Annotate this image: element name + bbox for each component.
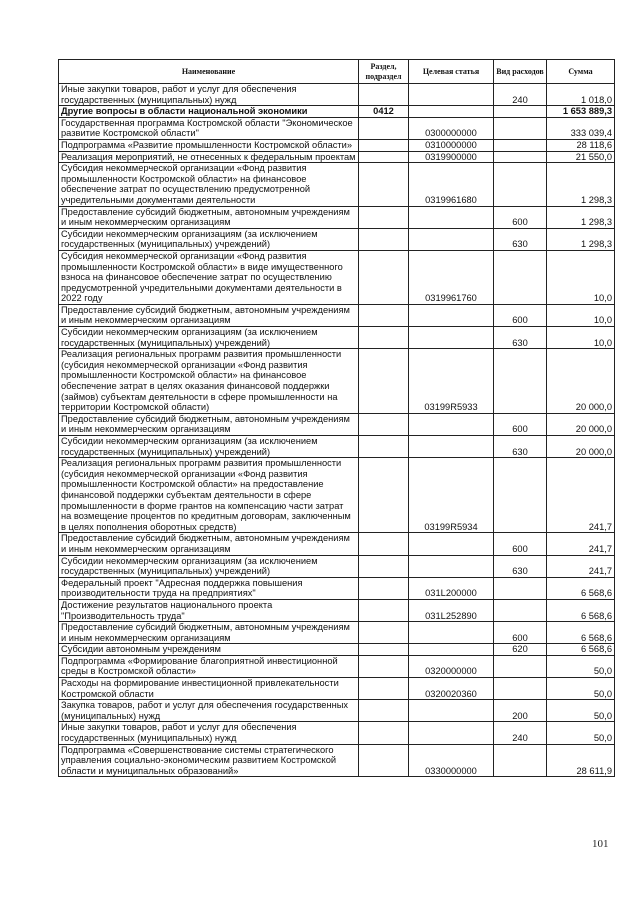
cell-sum: 1 298,3 [547, 228, 615, 250]
table-row [59, 722, 615, 744]
cell-section [359, 117, 409, 139]
cell-name: Субсидии автономным учреждениям [59, 644, 359, 656]
cell-section [359, 250, 409, 304]
table-row [59, 106, 615, 118]
cell-expense-type: 620 [494, 644, 547, 656]
header-name: Наименование [59, 60, 359, 84]
cell-expense-type [494, 250, 547, 304]
cell-target [409, 327, 494, 349]
table-header-row [59, 60, 615, 84]
cell-section [359, 722, 409, 744]
cell-sum: 1 018,0 [547, 84, 615, 106]
cell-target: 0310000000 [409, 139, 494, 151]
cell-sum: 10,0 [547, 327, 615, 349]
table-row [59, 533, 615, 555]
cell-target: 0320020360 [409, 678, 494, 700]
cell-section [359, 599, 409, 621]
cell-sum: 1 298,3 [547, 206, 615, 228]
cell-expense-type: 600 [494, 304, 547, 326]
table-row [59, 413, 615, 435]
table-row [59, 655, 615, 677]
cell-sum: 21 550,0 [547, 151, 615, 163]
cell-sum: 1 298,3 [547, 163, 615, 206]
cell-section [359, 228, 409, 250]
table-row [59, 304, 615, 326]
page-number: 101 [592, 838, 609, 850]
table-row [59, 599, 615, 621]
cell-section [359, 655, 409, 677]
cell-expense-type [494, 117, 547, 139]
cell-section [359, 678, 409, 700]
table-row [59, 327, 615, 349]
cell-expense-type [494, 599, 547, 621]
cell-section [359, 163, 409, 206]
cell-sum: 50,0 [547, 700, 615, 722]
cell-name: Предоставление субсидий бюджетным, автономным учреждениям и иным некоммерческим организациям [59, 304, 359, 326]
cell-name: Расходы на формирование инвестиционной привлекательности Костромской области [59, 678, 359, 700]
cell-expense-type [494, 678, 547, 700]
cell-section [359, 458, 409, 533]
cell-expense-type [494, 744, 547, 777]
cell-name: Предоставление субсидий бюджетным, автономным учреждениям и иным некоммерческим организациям [59, 533, 359, 555]
cell-target: 0300000000 [409, 117, 494, 139]
cell-target [409, 206, 494, 228]
cell-target [409, 106, 494, 118]
cell-sum: 50,0 [547, 678, 615, 700]
cell-expense-type [494, 577, 547, 599]
cell-name: Достижение результатов национального проекта "Производительность труда" [59, 599, 359, 621]
cell-section [359, 206, 409, 228]
cell-sum: 20 000,0 [547, 349, 615, 414]
cell-target: 0320000000 [409, 655, 494, 677]
cell-sum: 6 568,6 [547, 622, 615, 644]
cell-expense-type: 240 [494, 84, 547, 106]
cell-expense-type: 600 [494, 533, 547, 555]
table-row [59, 151, 615, 163]
table-body [59, 84, 615, 777]
cell-expense-type: 630 [494, 327, 547, 349]
header-target: Целевая статья [409, 60, 494, 84]
cell-target: 0319961760 [409, 250, 494, 304]
cell-sum: 10,0 [547, 250, 615, 304]
cell-expense-type: 630 [494, 555, 547, 577]
header-section: Раздел, подраздел [359, 60, 409, 84]
cell-expense-type [494, 139, 547, 151]
cell-target [409, 700, 494, 722]
cell-section [359, 622, 409, 644]
cell-sum: 20 000,0 [547, 413, 615, 435]
cell-section [359, 84, 409, 106]
cell-target: 03199R5934 [409, 458, 494, 533]
cell-sum: 10,0 [547, 304, 615, 326]
cell-section [359, 349, 409, 414]
cell-expense-type: 600 [494, 413, 547, 435]
cell-expense-type: 240 [494, 722, 547, 744]
cell-section [359, 577, 409, 599]
cell-target: 0330000000 [409, 744, 494, 777]
cell-section [359, 644, 409, 656]
cell-expense-type: 200 [494, 700, 547, 722]
cell-name: Подпрограмма «Формирование благоприятной инвестиционной среды в Костромской области» [59, 655, 359, 677]
cell-name: Иные закупки товаров, работ и услуг для обеспечения государственных (муниципальных) нужд [59, 84, 359, 106]
table-row [59, 117, 615, 139]
cell-section: 0412 [359, 106, 409, 118]
cell-section [359, 151, 409, 163]
cell-expense-type [494, 655, 547, 677]
table-row [59, 228, 615, 250]
cell-sum: 241,7 [547, 533, 615, 555]
table-row [59, 139, 615, 151]
table-row [59, 555, 615, 577]
table-row [59, 678, 615, 700]
budget-table [58, 59, 615, 777]
cell-expense-type [494, 458, 547, 533]
cell-name: Предоставление субсидий бюджетным, автономным учреждениям и иным некоммерческим организациям [59, 413, 359, 435]
cell-name: Другие вопросы в области национальной экономики [59, 106, 359, 118]
cell-name: Реализация региональных программ развития промышленности (субсидия некоммерческой организации «Фонд развития промышленности Костромской области» на предоставление финансовой поддержки субъектам деятельности в сфере промышленности в форме грантов на компенсацию части затрат на возмещение процентов по кредитным договорам, заключенным в целях пополнения оборотных средств) [59, 458, 359, 533]
cell-target [409, 228, 494, 250]
cell-section [359, 139, 409, 151]
cell-sum: 241,7 [547, 555, 615, 577]
cell-expense-type: 600 [494, 622, 547, 644]
cell-section [359, 327, 409, 349]
cell-sum: 6 568,6 [547, 599, 615, 621]
cell-sum: 50,0 [547, 655, 615, 677]
cell-target: 03199R5933 [409, 349, 494, 414]
cell-target [409, 84, 494, 106]
cell-name: Реализация региональных программ развития промышленности (субсидия некоммерческой организации «Фонд развития промышленности Костромской области» на финансовое обеспечение затрат в целях оказания финансовой поддержки (займов) субъектам деятельности в сфере промышленности на территории Костромской области) [59, 349, 359, 414]
cell-target [409, 413, 494, 435]
cell-name: Закупка товаров, работ и услуг для обеспечения государственных (муниципальных) нужд [59, 700, 359, 722]
cell-section [359, 533, 409, 555]
cell-name: Субсидии некоммерческим организациям (за исключением государственных (муниципальных) учреждений) [59, 228, 359, 250]
cell-expense-type [494, 349, 547, 414]
cell-sum: 1 653 889,3 [547, 106, 615, 118]
cell-name: Подпрограмма «Развитие промышленности Костромской области» [59, 139, 359, 151]
cell-section [359, 700, 409, 722]
cell-sum: 6 568,6 [547, 577, 615, 599]
cell-target [409, 555, 494, 577]
cell-name: Государственная программа Костромской области "Экономическое развитие Костромской области" [59, 117, 359, 139]
cell-name: Субсидии некоммерческим организациям (за исключением государственных (муниципальных) учреждений) [59, 555, 359, 577]
cell-sum: 333 039,4 [547, 117, 615, 139]
cell-section [359, 744, 409, 777]
cell-name: Субсидия некоммерческой организации «Фонд развития промышленности Костромской области» в виде имущественного взноса на финансовое обеспечение затрат по осуществлению предусмотренной учредительными документами деятельности в 2022 году [59, 250, 359, 304]
cell-target [409, 644, 494, 656]
table-row [59, 577, 615, 599]
table-row [59, 622, 615, 644]
table-row [59, 206, 615, 228]
cell-name: Предоставление субсидий бюджетным, автономным учреждениям и иным некоммерческим организациям [59, 206, 359, 228]
cell-section [359, 304, 409, 326]
cell-name: Субсидия некоммерческой организации «Фонд развития промышленности Костромской области» на финансовое обеспечение затрат по осуществлению предусмотренной учредительными документами деятельности [59, 163, 359, 206]
table-row [59, 349, 615, 414]
cell-target [409, 533, 494, 555]
cell-expense-type: 630 [494, 436, 547, 458]
header-sum: Сумма [547, 60, 615, 84]
cell-name: Субсидии некоммерческим организациям (за исключением государственных (муниципальных) учреждений) [59, 436, 359, 458]
cell-sum: 28 611,9 [547, 744, 615, 777]
cell-expense-type [494, 163, 547, 206]
cell-section [359, 555, 409, 577]
table-row [59, 84, 615, 106]
table-row [59, 644, 615, 656]
cell-name: Иные закупки товаров, работ и услуг для обеспечения государственных (муниципальных) нужд [59, 722, 359, 744]
cell-name: Федеральный проект "Адресная поддержка повышения производительности труда на предприятиях" [59, 577, 359, 599]
cell-name: Субсидии некоммерческим организациям (за исключением государственных (муниципальных) учреждений) [59, 327, 359, 349]
table-row [59, 700, 615, 722]
cell-name: Подпрограмма «Совершенствование системы стратегического управления социально-экономическим развитием Костромской области и муниципальных образований» [59, 744, 359, 777]
table-row [59, 436, 615, 458]
cell-target: 031L200000 [409, 577, 494, 599]
cell-sum: 28 118,6 [547, 139, 615, 151]
cell-section [359, 436, 409, 458]
cell-name: Предоставление субсидий бюджетным, автономным учреждениям и иным некоммерческим организациям [59, 622, 359, 644]
cell-target [409, 436, 494, 458]
cell-name: Реализация мероприятий, не отнесенных к федеральным проектам [59, 151, 359, 163]
cell-expense-type [494, 106, 547, 118]
cell-target: 0319900000 [409, 151, 494, 163]
cell-target: 031L252890 [409, 599, 494, 621]
cell-sum: 6 568,6 [547, 644, 615, 656]
table-row [59, 250, 615, 304]
table-row [59, 458, 615, 533]
cell-target: 0319961680 [409, 163, 494, 206]
cell-sum: 20 000,0 [547, 436, 615, 458]
table-row [59, 163, 615, 206]
cell-expense-type: 630 [494, 228, 547, 250]
cell-expense-type [494, 151, 547, 163]
cell-target [409, 304, 494, 326]
cell-target [409, 622, 494, 644]
cell-sum: 50,0 [547, 722, 615, 744]
table-row [59, 744, 615, 777]
header-expense-type: Вид расходов [494, 60, 547, 84]
cell-section [359, 413, 409, 435]
cell-target [409, 722, 494, 744]
cell-sum: 241,7 [547, 458, 615, 533]
cell-expense-type: 600 [494, 206, 547, 228]
